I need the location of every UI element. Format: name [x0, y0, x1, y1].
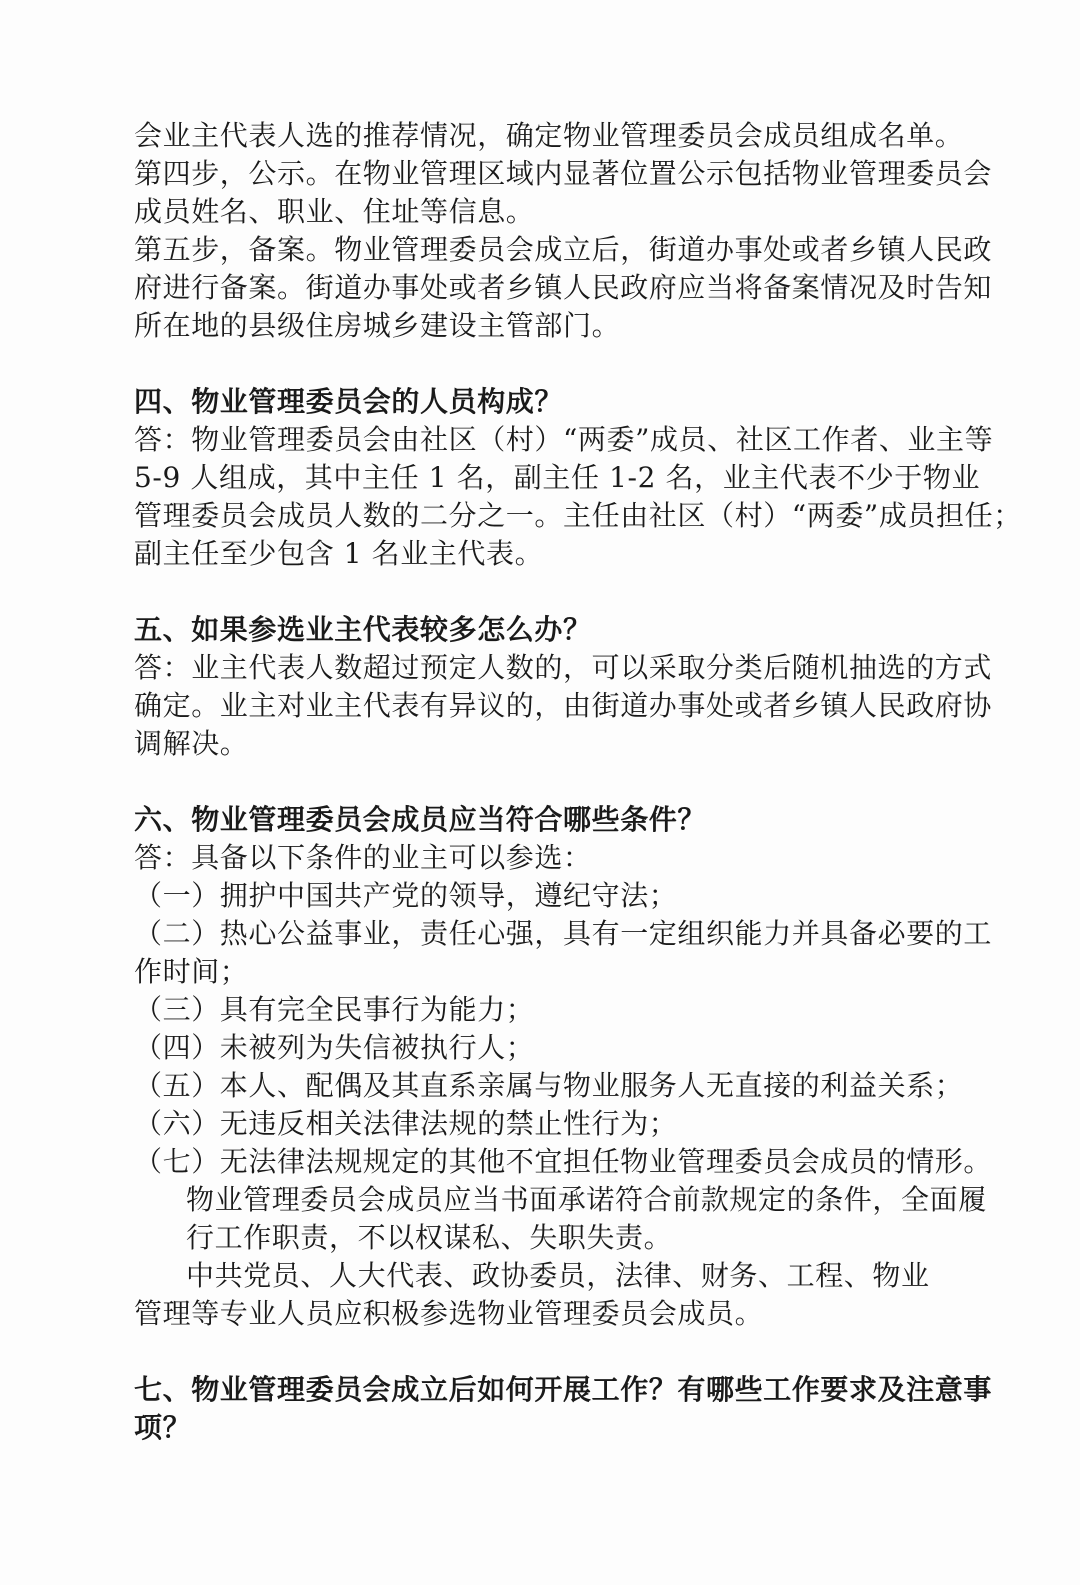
body-text-line: 答：具备以下条件的业主可以参选： [134, 841, 592, 874]
condition-item: （四）未被列为失信被执行人； [134, 1031, 535, 1064]
condition-item: （二）热心公益事业，责任心强，具有一定组织能力并具备必要的工 [134, 917, 993, 950]
body-text-line: 答：物业管理委员会由社区（村）“两委”成员、社区工作者、业主等 [134, 423, 994, 456]
body-text-line: 管理等专业人员应积极参选物业管理委员会成员。 [134, 1297, 764, 1330]
body-text-line: 作时间； [134, 955, 249, 988]
body-text-line: 确定。业主对业主代表有异议的，由街道办事处或者乡镇人民政府协 [134, 689, 993, 722]
condition-item: （七）无法律法规规定的其他不宜担任物业管理委员会成员的情形。 [134, 1145, 993, 1178]
condition-item: （一）拥护中国共产党的领导，遵纪守法； [134, 879, 678, 912]
indented-paragraph-line: 物业管理委员会成员应当书面承诺符合前款规定的条件，全面履 [186, 1183, 987, 1216]
condition-item: （五）本人、配偶及其直系亲属与物业服务人无直接的利益关系； [134, 1069, 964, 1102]
body-text-line: 所在地的县级住房城乡建设主管部门。 [134, 309, 621, 342]
section-heading: 六、物业管理委员会成员应当符合哪些条件？ [134, 803, 707, 836]
body-text-line: 成员姓名、职业、住址等信息。 [134, 195, 535, 228]
section-heading: 四、物业管理委员会的人员构成？ [134, 385, 564, 418]
indented-paragraph-line: 行工作职责，不以权谋私、失职失责。 [186, 1221, 673, 1254]
paragraph-spacer [134, 1333, 924, 1371]
paragraph-spacer [134, 763, 924, 801]
section-heading: 七、物业管理委员会成立后如何开展工作？有哪些工作要求及注意事 [134, 1373, 993, 1406]
body-text-line: 管理委员会成员人数的二分之一。主任由社区（村）“两委”成员担任； [134, 499, 1022, 532]
section-heading: 五、如果参选业主代表较多怎么办？ [134, 613, 592, 646]
paragraph-spacer [134, 345, 924, 383]
condition-item: （三）具有完全民事行为能力； [134, 993, 535, 1026]
body-text-line: 调解决。 [134, 727, 249, 760]
section-heading: 项？ [134, 1411, 192, 1444]
body-text-line: 府进行备案。街道办事处或者乡镇人民政府应当将备案情况及时告知 [134, 271, 993, 304]
body-text-line: 会业主代表人选的推荐情况，确定物业管理委员会成员组成名单。 [134, 119, 964, 152]
condition-item: （六）无违反相关法律法规的禁止性行为； [134, 1107, 678, 1140]
paragraph-spacer [134, 573, 924, 611]
body-text-line: 第五步，备案。物业管理委员会成立后，街道办事处或者乡镇人民政 [134, 233, 993, 266]
document-body [134, 117, 1022, 1447]
body-text-line: 答：业主代表人数超过预定人数的，可以采取分类后随机抽选的方式 [134, 651, 993, 684]
body-text-line: 副主任至少包含 1 名业主代表。 [134, 537, 544, 570]
body-text-line: 5-9 人组成，其中主任 1 名，副主任 1-2 名，业主代表不少于物业 [134, 461, 981, 494]
body-text-line: 第四步，公示。在物业管理区域内显著位置公示包括物业管理委员会 [134, 157, 993, 190]
indented-paragraph-line: 中共党员、人大代表、政协委员，法律、财务、工程、物业 [186, 1259, 930, 1292]
